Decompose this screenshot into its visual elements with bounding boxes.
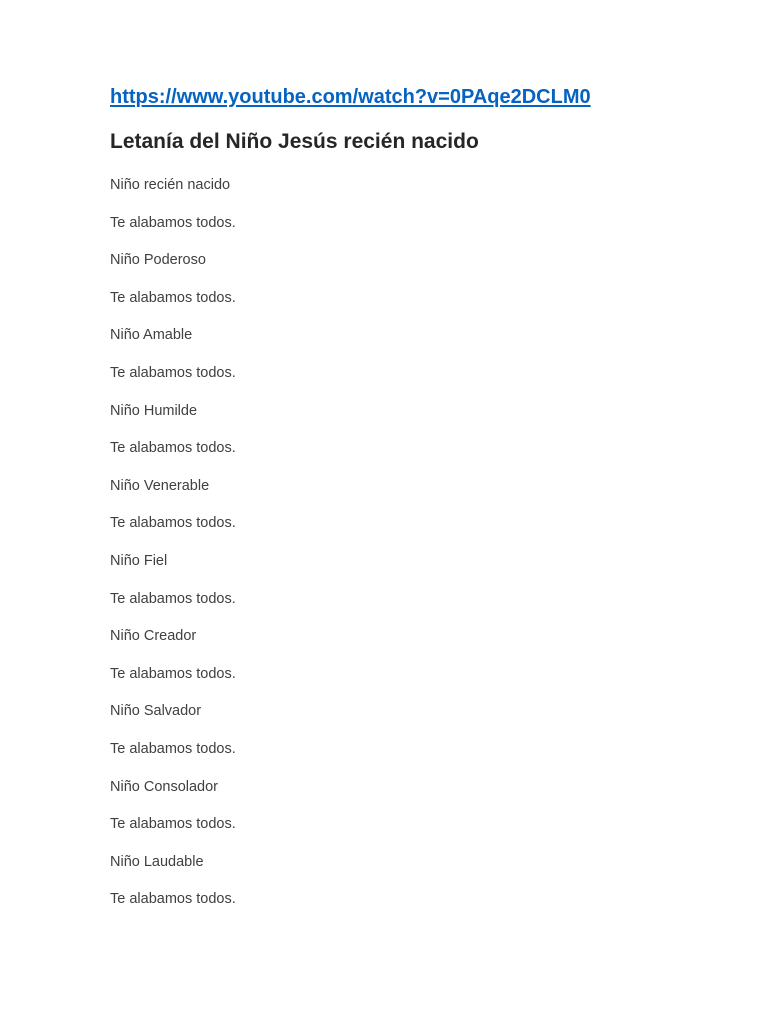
litany-line: Niño Amable (110, 327, 193, 344)
litany-list (110, 175, 236, 927)
document-title: Letanía del Niño Jesús recién nacido (110, 130, 479, 153)
litany-line: Niño Venerable (110, 477, 210, 494)
litany-line: Niño recién nacido (110, 177, 231, 193)
litany-line: Te alabamos todos. (110, 740, 236, 757)
litany-line: Te alabamos todos. (110, 515, 236, 532)
litany-line: Niño Consolador (110, 778, 219, 795)
litany-line: Te alabamos todos. (110, 816, 236, 833)
litany-line: Te alabamos todos. (110, 891, 236, 908)
litany-line: Te alabamos todos. (110, 289, 236, 306)
litany-line: Te alabamos todos. (110, 214, 236, 231)
litany-line: Niño Laudable (110, 853, 204, 870)
litany-line: Te alabamos todos. (110, 440, 236, 457)
litany-line: Niño Creador (110, 628, 197, 645)
youtube-link[interactable]: https://www.youtube.com/watch?v=0PAqe2DCLM0 (110, 86, 591, 108)
litany-line: Niño Salvador (110, 703, 202, 720)
litany-line: Niño Poderoso (110, 252, 206, 269)
litany-line: Niño Humilde (110, 402, 198, 419)
litany-line: Te alabamos todos. (110, 665, 236, 682)
litany-line: Te alabamos todos. (110, 364, 236, 381)
litany-line: Te alabamos todos. (110, 590, 236, 607)
litany-line: Niño Fiel (110, 552, 168, 569)
